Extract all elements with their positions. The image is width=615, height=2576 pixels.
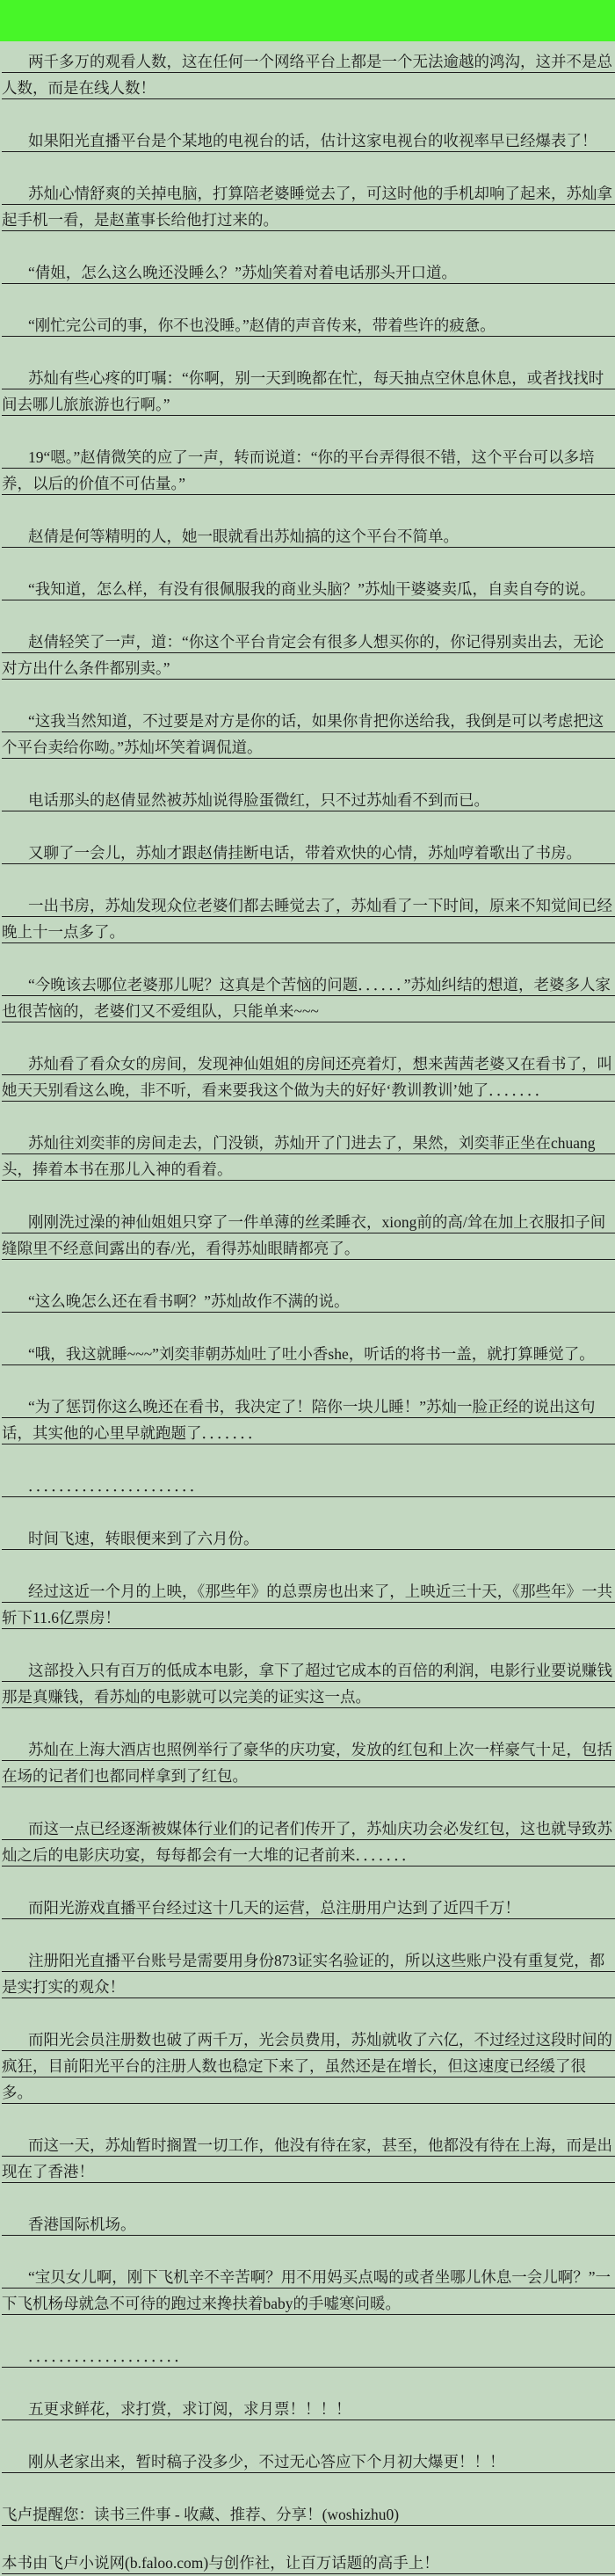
paragraph: 赵倩轻笑了一声，道：“你这个平台肯定会有很多人想买你的，你记得别卖出去，无论对方出什么条件都别卖。” [2,629,615,681]
paragraph: 而阳光游戏直播平台经过这十几天的运营，总注册用户达到了近四千万！ [2,1895,615,1921]
paragraph: 这部投入只有百万的低成本电影，拿下了超过它成本的百倍的利润，电影行业要说赚钱那是真赚钱，看苏灿的电影就可以完美的证实这一点。 [2,1657,615,1710]
paragraph: “这我当然知道，不过要是对方是你的话，如果你肯把你送给我，我倒是可以考虑把这个平台卖给你呦。”苏灿坏笑着调侃道。 [2,708,615,760]
paragraph: “倩姐，怎么这么晚还没睡么？”苏灿笑着对着电话那头开口道。 [2,259,615,286]
paragraph: 而阳光会员注册数也破了两千万，光会员费用，苏灿就收了六亿，不过经过这段时间的疯狂，目前阳光平台的注册人数也稳定下来了，虽然还是在增长，但这速度已经缓了很多。 [2,2027,615,2106]
paragraph: 苏灿看了看众女的房间，发现神仙姐姐的房间还亮着灯，想来茜茜老婆又在看书了，叫她天天别看这么晚，非不听，看来要我这个做为夫的好好‘教训教训’她了．．．．．．． [2,1051,615,1103]
paragraph: ．．．．．．．．．．．．．．．．．．．．．． [2,1473,615,1499]
paragraph: 苏灿在上海大酒店也照例举行了豪华的庆功宴，发放的红包和上次一样豪气十足，包括在场的记者们也都同样拿到了红包。 [2,1736,615,1789]
paragraph: “今晚该去哪位老婆那儿呢？这真是个苦恼的问题．．．．．．”苏灿纠结的想道，老婆多人家也很苦恼的，老婆们又不爱组队，只能单来~~~ [2,971,615,1024]
paragraph: 苏灿心情舒爽的关掉电脑，打算陪老婆睡觉去了，可这时他的手机却响了起来，苏灿拿起手机一看，是赵董事长给他打过来的。 [2,180,615,233]
paragraph: 苏灿往刘奕菲的房间走去，门没锁，苏灿开了门进去了，果然，刘奕菲正坐在chuang头，捧着本书在那儿入神的看着。 [2,1130,615,1182]
paragraph: 香港国际机场。 [2,2211,615,2238]
paragraph: 电话那头的赵倩显然被苏灿说得脸蛋微红，只不过苏灿看不到而已。 [2,787,615,813]
paragraph: 注册阳光直播平台账号是需要用身份873证实名验证的，所以这些账户没有重复党，都是实打实的观众！ [2,1947,615,2000]
paragraph: 刚从老家出来，暂时稿子没多少，不过无心答应下个月初大爆更！！！ [2,2449,615,2475]
paragraph: “宝贝女儿啊，刚下飞机辛不辛苦啊？用不用妈买点喝的或者坐哪儿休息一会儿啊？”一下飞机杨母就急不可待的跑过来搀扶着baby的手嘘寒问暖。 [2,2264,615,2317]
paragraph: 苏灿有些心疼的叮嘱：“你啊，别一天到晚都在忙，每天抽点空休息休息，或者找找时间去哪儿旅旅游也行啊。” [2,365,615,418]
chapter-text [0,48,615,2576]
paragraph: “为了惩罚你这么晚还在看书，我决定了！陪你一块儿睡！”苏灿一脸正经的说出这句话，其实他的心里早就跑题了．．．．．．． [2,1394,615,1446]
paragraph: 两千多万的观看人数，这在任何一个网络平台上都是一个无法逾越的鸿沟，这并不是总人数，而是在线人数！ [2,48,615,101]
paragraph: 本书由飞卢小说网(b.faloo.com)与创作社，让百万话题的高手上！ [2,2550,615,2576]
paragraph: 而这一点已经逐渐被媒体行业们的记者们传开了，苏灿庆功会必发红包，这也就导致苏灿之后的电影庆功宴，每每都会有一大堆的记者前来．．．．．．． [2,1816,615,1868]
paragraph: 一出书房，苏灿发现众位老婆们都去睡觉去了，苏灿看了一下时间，原来不知觉间已经晚上十一点多了。 [2,892,615,945]
paragraph: 又聊了一会儿，苏灿才跟赵倩挂断电话，带着欢快的心情，苏灿哼着歌出了书房。 [2,840,615,866]
paragraph: 时间飞速，转眼便来到了六月份。 [2,1525,615,1552]
green-banner [0,0,615,41]
paragraph: 如果阳光直播平台是个某地的电视台的话，估计这家电视台的收视率早已经爆表了！ [2,127,615,154]
paragraph: 刚刚洗过澡的神仙姐姐只穿了一件单薄的丝柔睡衣，xiong前的高/耸在加上衣服扣子间缝隙里不经意间露出的春/光，看得苏灿眼睛都亮了。 [2,1209,615,1262]
paragraph: “刚忙完公司的事，你不也没睡。”赵倩的声音传来，带着些许的疲惫。 [2,312,615,338]
paragraph: 飞卢提醒您：读书三件事 - 收藏、推荐、分享！(woshizhu0) [2,2501,615,2528]
paragraph: 赵倩是何等精明的人，她一眼就看出苏灿搞的这个平台不简单。 [2,523,615,549]
paragraph: 而这一天，苏灿暂时搁置一切工作，他没有待在家，甚至，他都没有待在上海，而是出现在了香港！ [2,2132,615,2185]
paragraph: 五更求鲜花，求打赏，求订阅，求月票！！！！ [2,2396,615,2422]
paragraph: “这么晚怎么还在看书啊？”苏灿故作不满的说。 [2,1288,615,1314]
paragraph: 经过这近一个月的上映，《那些年》的总票房也出来了，上映近三十天，《那些年》一共斩下11.6亿票房！ [2,1578,615,1631]
paragraph: “我知道，怎么样，有没有很佩服我的商业头脑？”苏灿干婆婆卖瓜，自卖自夸的说。 [2,576,615,602]
paragraph: ．．．．．．．．．．．．．．．．．．．． [2,2343,615,2369]
paragraph: 19“嗯。”赵倩微笑的应了一声，转而说道：“你的平台弄得很不错，这个平台可以多培养，以后的价值不可估量。” [2,444,615,497]
paragraph: “哦，我这就睡~~~”刘奕菲朝苏灿吐了吐小香she，听话的将书一盖，就打算睡觉了。 [2,1341,615,1367]
